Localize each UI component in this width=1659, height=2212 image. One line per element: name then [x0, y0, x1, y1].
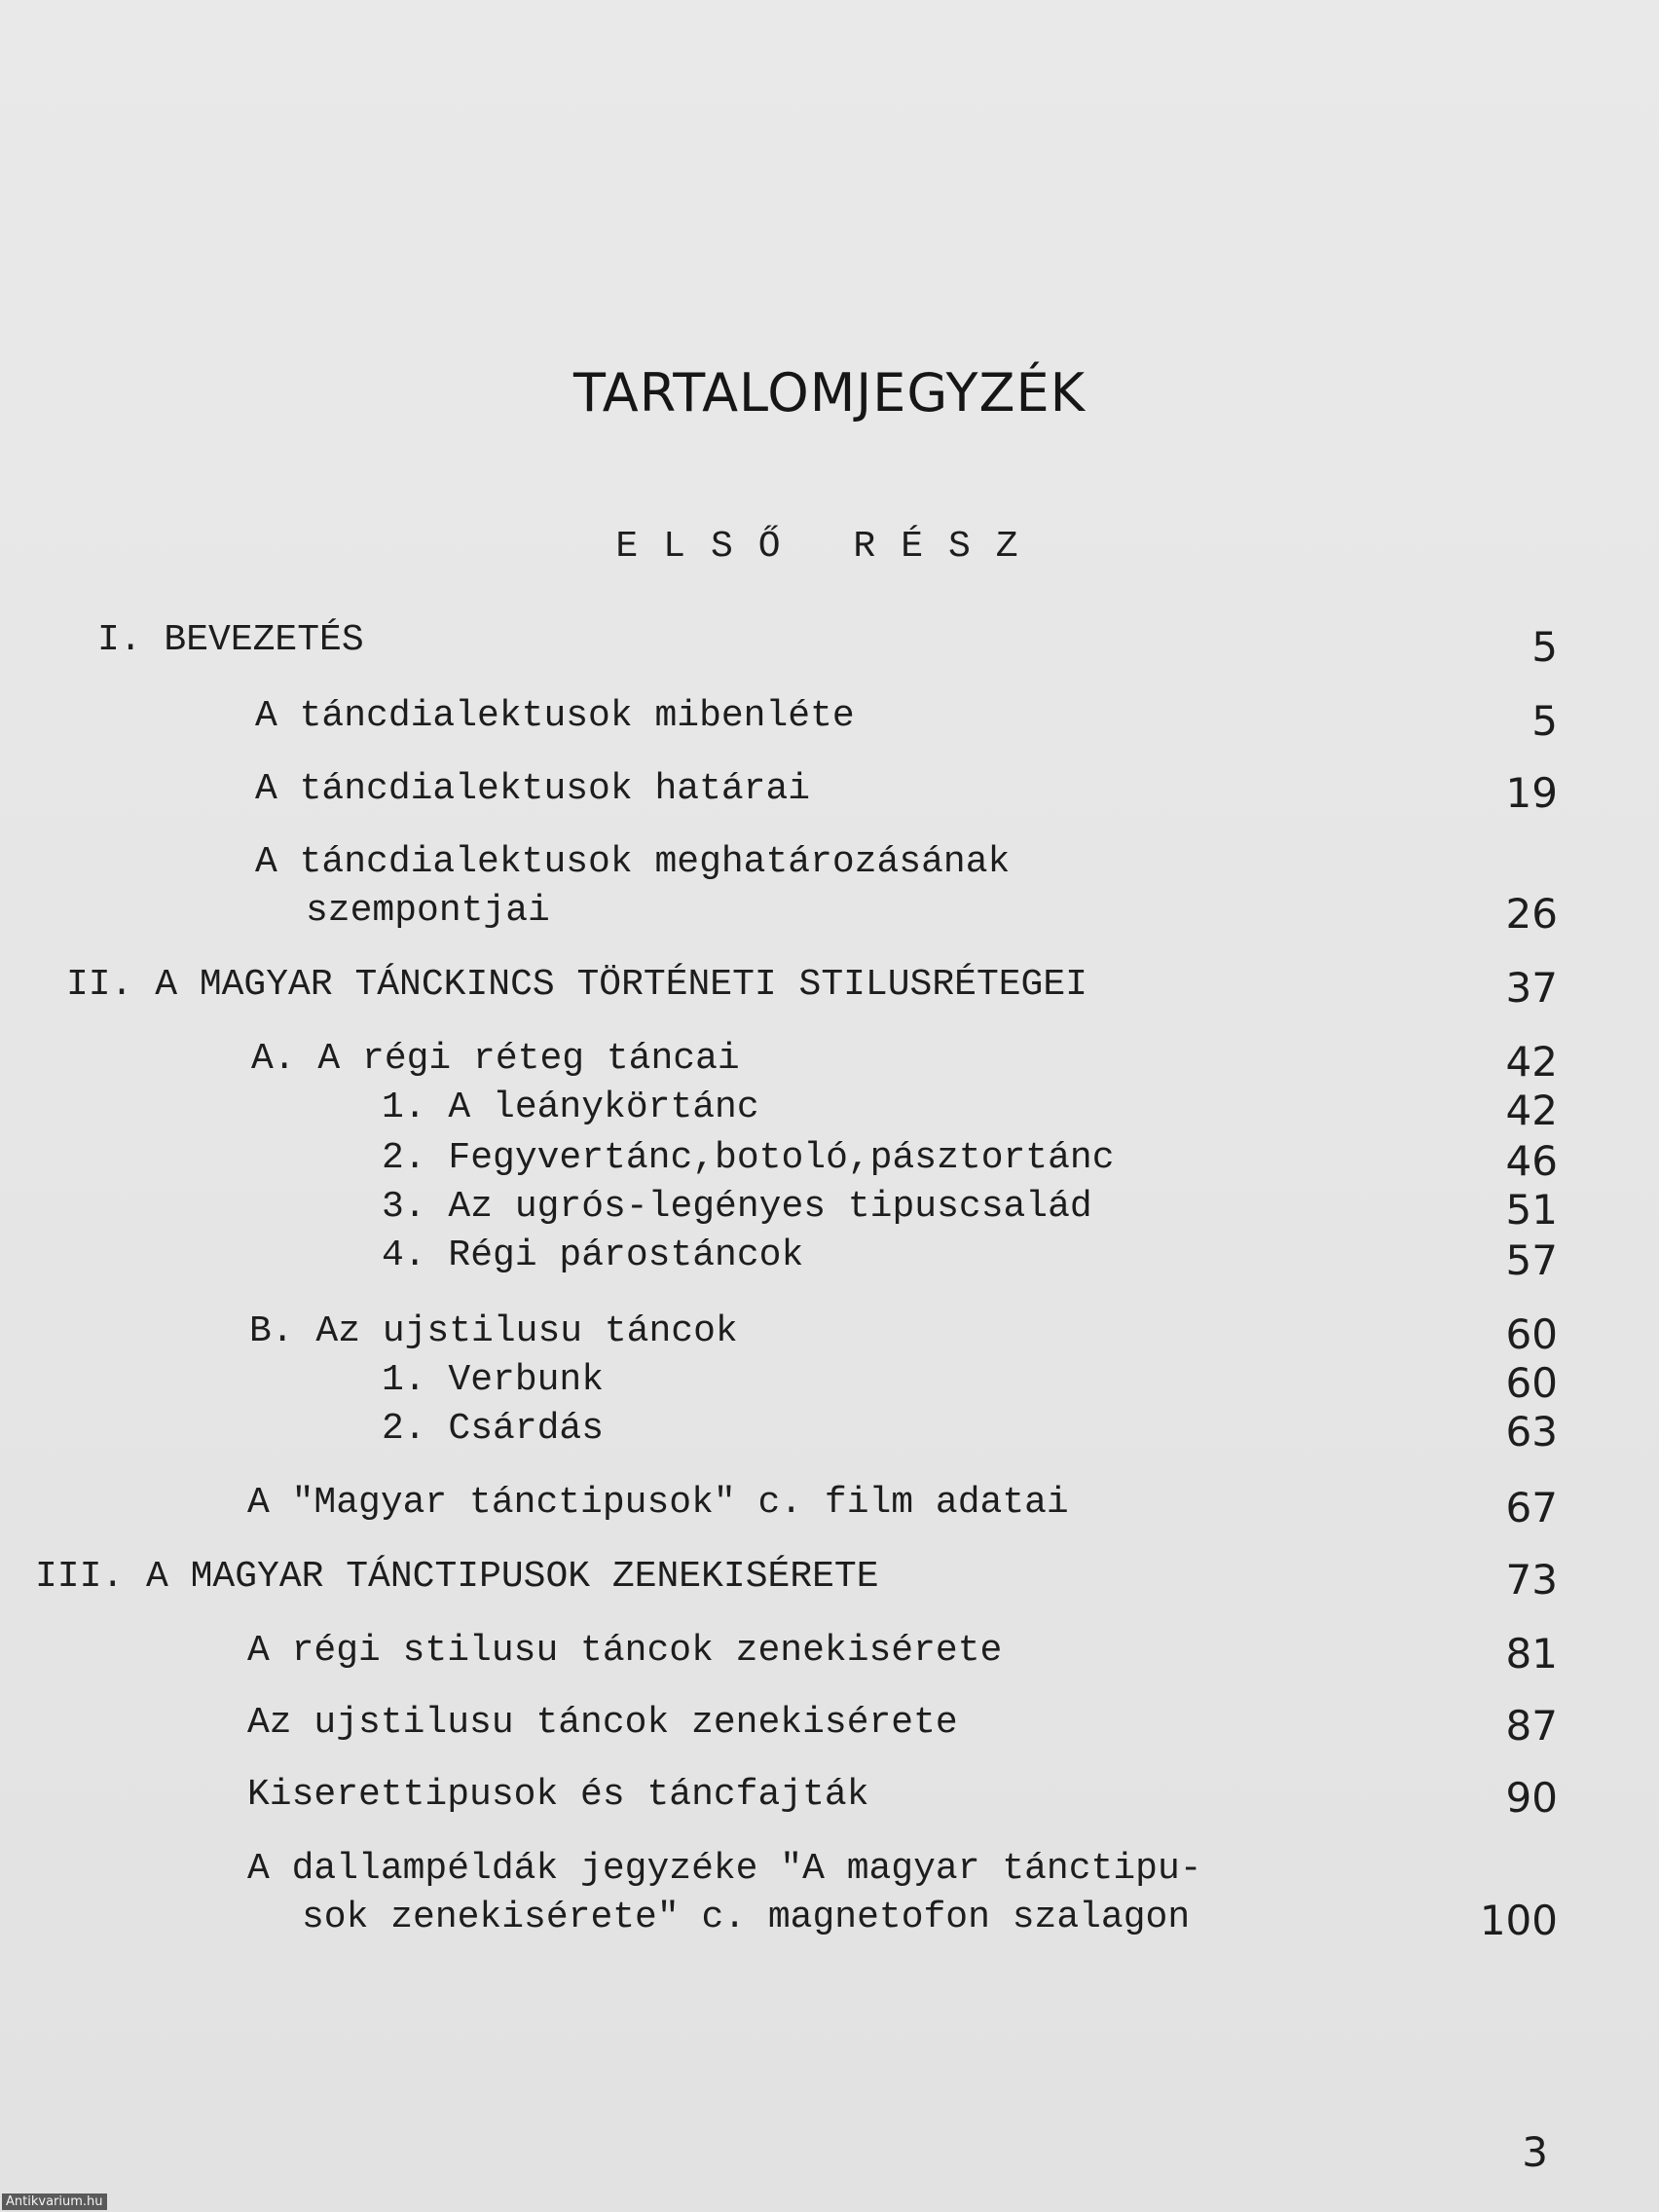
- watermark: Antikvarium.hu: [2, 2194, 107, 2210]
- toc-entry-text: 4. Régi párostáncok: [382, 1235, 804, 1276]
- toc-entry-text: 1. A leánykörtánc: [382, 1087, 759, 1128]
- toc-entry-page: 46: [1505, 1137, 1558, 1185]
- toc-entry-text: Kiserettipusok és táncfajták: [247, 1774, 869, 1816]
- toc-entry-text: I. BEVEZETÉS: [97, 619, 364, 661]
- toc-entry-page: 81: [1505, 1630, 1558, 1677]
- toc-entry-text: II. A MAGYAR TÁNCKINCS TÖRTÉNETI STILUSRÉTEGEI: [66, 964, 1088, 1006]
- toc-entry-page: 42: [1505, 1087, 1558, 1134]
- toc-entry-page: 57: [1505, 1236, 1558, 1284]
- toc-entry-text: B. Az ujstilusu táncok: [249, 1310, 738, 1352]
- toc-entry-text: A dallampéldák jegyzéke "A magyar tánctipu-: [247, 1848, 1202, 1890]
- toc-entry-page: 100: [1479, 1897, 1558, 1944]
- toc-entry-text: sok zenekisérete" c. magnetofon szalagon: [302, 1897, 1191, 1938]
- toc-entry-text: A régi stilusu táncok zenekisérete: [247, 1630, 1003, 1672]
- toc-entry-text: A táncdialektusok mibenléte: [255, 695, 855, 737]
- toc-entry-page: 37: [1505, 964, 1558, 1012]
- toc-entry-page: 19: [1505, 769, 1558, 817]
- toc-entry-text: A. A régi réteg táncai: [251, 1038, 740, 1080]
- toc-entry-page: 60: [1505, 1359, 1558, 1407]
- toc-entry-text: 3. Az ugrós-legényes tipuscsalád: [382, 1186, 1092, 1228]
- toc-entry-page: 73: [1505, 1556, 1558, 1604]
- part-heading: ELSŐ RÉSZ: [615, 526, 1044, 568]
- toc-entry-page: 26: [1505, 890, 1558, 938]
- toc-entry-text: 1. Verbunk: [382, 1359, 605, 1401]
- toc-entry-text: Az ujstilusu táncok zenekisérete: [247, 1702, 958, 1744]
- toc-entry-text: 2. Fegyvertánc,botoló,pásztortánc: [382, 1137, 1115, 1179]
- toc-entry-text: 2. Csárdás: [382, 1408, 605, 1450]
- toc-entry-text: szempontjai: [306, 890, 550, 932]
- toc-entry-page: 60: [1505, 1310, 1558, 1358]
- toc-entry-text: III. A MAGYAR TÁNCTIPUSOK ZENEKISÉRETE: [35, 1556, 879, 1598]
- toc-entry-page: 87: [1505, 1702, 1558, 1750]
- toc-entry-text: A táncdialektusok határai: [255, 768, 811, 810]
- toc-title: TARTALOMJEGYZÉK: [572, 362, 1087, 424]
- toc-entry-text: A táncdialektusok meghatározásának: [255, 841, 1011, 883]
- page-number: 3: [1522, 2128, 1548, 2176]
- toc-entry-text: A "Magyar tánctipusok" c. film adatai: [247, 1482, 1069, 1524]
- toc-entry-page: 5: [1531, 623, 1558, 671]
- toc-entry-page: 67: [1505, 1484, 1558, 1531]
- toc-entry-page: 90: [1505, 1774, 1558, 1822]
- toc-entry-page: 42: [1505, 1038, 1558, 1086]
- toc-entry-page: 51: [1505, 1186, 1558, 1234]
- toc-entry-page: 63: [1505, 1408, 1558, 1456]
- toc-entry-page: 5: [1531, 697, 1558, 745]
